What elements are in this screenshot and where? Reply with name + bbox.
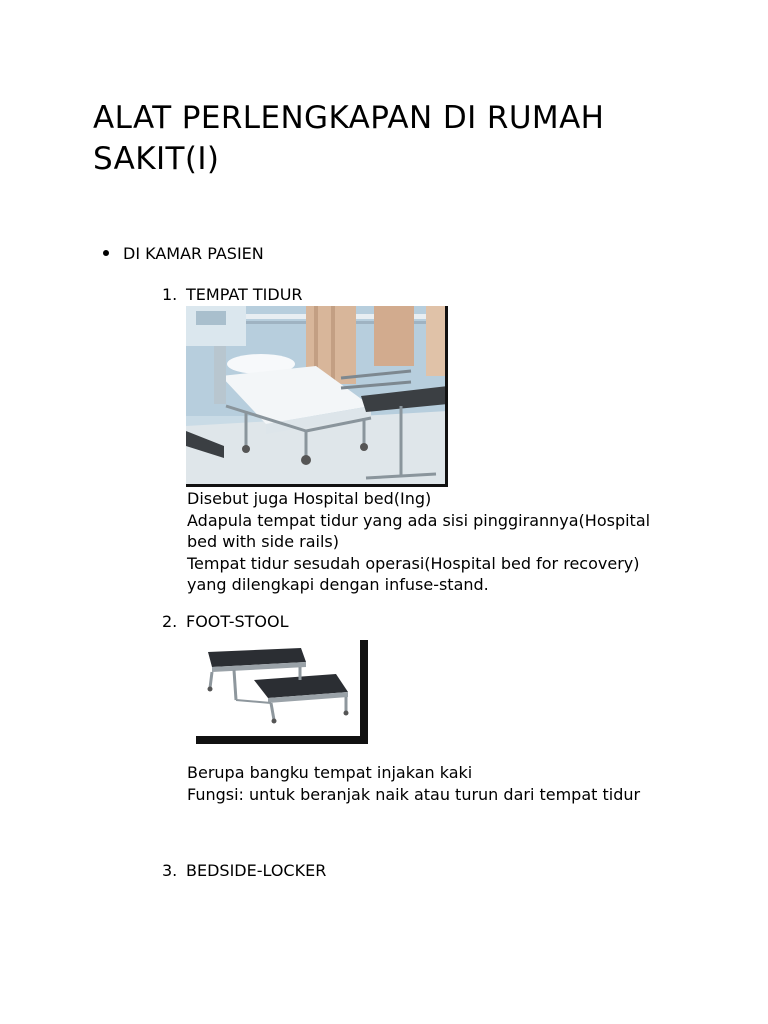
item-number: 2. xyxy=(162,612,178,631)
item-heading-bedside-locker xyxy=(162,861,326,881)
description-line: Adapula tempat tidur yang ada sisi pinggirannya(Hospital bed with side rails) xyxy=(187,510,651,551)
foot-stool-photo xyxy=(196,640,368,744)
item-title: TEMPAT TIDUR xyxy=(186,285,303,304)
description-line: Disebut juga Hospital bed(Ing) xyxy=(187,489,432,508)
description-line: Fungsi: untuk beranjak naik atau turun dari tempat tidur xyxy=(187,784,641,804)
page-title: ALAT PERLENGKAPAN DI RUMAH SAKIT(I) xyxy=(93,100,605,177)
description-line: Tempat tidur sesudah operasi(Hospital bed for recovery) yang dilengkapi dengan infuse-stand. xyxy=(187,553,640,594)
item-number: 1. xyxy=(162,285,178,304)
item-title: BEDSIDE-LOCKER xyxy=(186,861,327,880)
item-description-tempat-tidur xyxy=(187,488,657,596)
section-bullet xyxy=(103,244,264,264)
item-number: 3. xyxy=(162,861,178,880)
bullet-icon xyxy=(103,250,109,256)
section-heading: DI KAMAR PASIEN xyxy=(123,244,264,263)
description-line: Berupa bangku tempat injakan kaki xyxy=(187,763,473,782)
item-heading-foot-stool xyxy=(162,612,289,632)
item-description-foot-stool xyxy=(187,762,657,805)
item-heading-tempat-tidur xyxy=(162,285,303,305)
hospital-bed-photo xyxy=(186,306,448,487)
item-title: FOOT-STOOL xyxy=(186,612,289,631)
